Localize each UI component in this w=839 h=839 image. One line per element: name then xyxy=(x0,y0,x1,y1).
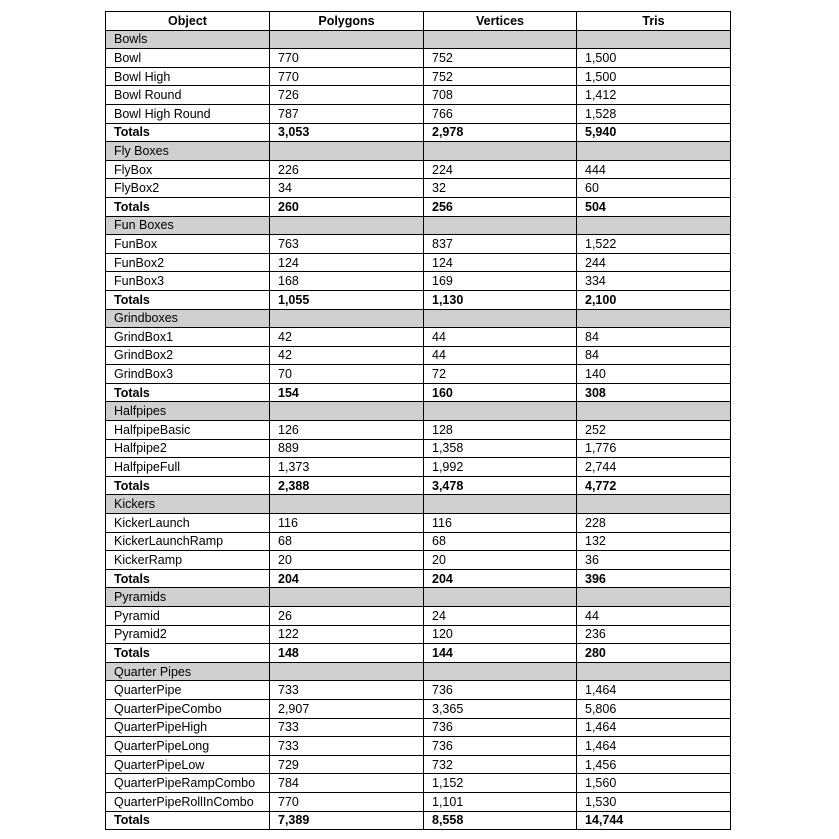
polygons-cell: 68 xyxy=(270,532,424,551)
vertices-cell: 1,358 xyxy=(424,439,577,458)
polygons-cell: 733 xyxy=(270,681,424,700)
totals-polygons-cell: 7,389 xyxy=(270,811,424,830)
vertices-cell: 752 xyxy=(424,49,577,68)
tris-cell: 1,500 xyxy=(577,49,731,68)
tris-cell: 36 xyxy=(577,551,731,570)
table-row xyxy=(106,737,731,756)
totals-polygons-cell: 204 xyxy=(270,569,424,588)
totals-tris-cell: 308 xyxy=(577,383,731,402)
totals-object-cell: Totals xyxy=(106,811,270,830)
group-empty-cell xyxy=(577,142,731,161)
vertices-cell: 752 xyxy=(424,67,577,86)
totals-polygons-cell: 148 xyxy=(270,644,424,663)
group-name: Fly Boxes xyxy=(106,142,270,161)
vertices-cell: 44 xyxy=(424,346,577,365)
totals-object-cell: Totals xyxy=(106,569,270,588)
group-empty-cell xyxy=(270,588,424,607)
vertices-cell: 20 xyxy=(424,551,577,570)
group-name: Bowls xyxy=(106,30,270,49)
table-row xyxy=(106,328,731,347)
group-empty-cell xyxy=(424,30,577,49)
table-row xyxy=(106,774,731,793)
tris-cell: 1,456 xyxy=(577,755,731,774)
object-cell: KickerLaunch xyxy=(106,514,270,533)
totals-row xyxy=(106,811,731,830)
polygons-cell: 733 xyxy=(270,737,424,756)
group-header-row xyxy=(106,495,731,514)
table-row xyxy=(106,235,731,254)
vertices-cell: 124 xyxy=(424,253,577,272)
object-cell: Bowl xyxy=(106,49,270,68)
polygons-cell: 1,373 xyxy=(270,458,424,477)
polygons-cell: 726 xyxy=(270,86,424,105)
totals-row xyxy=(106,476,731,495)
totals-row xyxy=(106,197,731,216)
totals-object-cell: Totals xyxy=(106,383,270,402)
group-empty-cell xyxy=(270,309,424,328)
polygons-cell: 26 xyxy=(270,607,424,626)
object-cell: QuarterPipeRampCombo xyxy=(106,774,270,793)
header-row xyxy=(106,12,731,31)
table-row xyxy=(106,607,731,626)
totals-polygons-cell: 2,388 xyxy=(270,476,424,495)
object-cell: QuarterPipeLong xyxy=(106,737,270,756)
tris-cell: 60 xyxy=(577,179,731,198)
totals-row xyxy=(106,383,731,402)
tris-cell: 2,744 xyxy=(577,458,731,477)
tris-cell: 1,464 xyxy=(577,681,731,700)
object-cell: FlyBox xyxy=(106,160,270,179)
tris-cell: 1,528 xyxy=(577,104,731,123)
group-empty-cell xyxy=(577,402,731,421)
polygons-cell: 787 xyxy=(270,104,424,123)
group-empty-cell xyxy=(424,142,577,161)
table-row xyxy=(106,179,731,198)
header-tris: Tris xyxy=(577,12,731,31)
table-row xyxy=(106,253,731,272)
tris-cell: 132 xyxy=(577,532,731,551)
tris-cell: 1,412 xyxy=(577,86,731,105)
vertices-cell: 32 xyxy=(424,179,577,198)
table-row xyxy=(106,718,731,737)
polygons-cell: 124 xyxy=(270,253,424,272)
object-cell: FunBox2 xyxy=(106,253,270,272)
polygons-cell: 763 xyxy=(270,235,424,254)
table-row xyxy=(106,67,731,86)
totals-object-cell: Totals xyxy=(106,197,270,216)
table-row xyxy=(106,625,731,644)
table-row xyxy=(106,699,731,718)
vertices-cell: 44 xyxy=(424,328,577,347)
object-cell: FunBox3 xyxy=(106,272,270,291)
object-cell: Halfpipe2 xyxy=(106,439,270,458)
vertices-cell: 72 xyxy=(424,365,577,384)
tris-cell: 228 xyxy=(577,514,731,533)
polygons-cell: 770 xyxy=(270,49,424,68)
group-empty-cell xyxy=(424,402,577,421)
tris-cell: 5,806 xyxy=(577,699,731,718)
vertices-cell: 224 xyxy=(424,160,577,179)
vertices-cell: 736 xyxy=(424,681,577,700)
polygons-cell: 126 xyxy=(270,421,424,440)
vertices-cell: 169 xyxy=(424,272,577,291)
polygons-cell: 889 xyxy=(270,439,424,458)
totals-polygons-cell: 260 xyxy=(270,197,424,216)
group-name: Halfpipes xyxy=(106,402,270,421)
polygons-cell: 733 xyxy=(270,718,424,737)
polygons-cell: 20 xyxy=(270,551,424,570)
group-empty-cell xyxy=(270,495,424,514)
object-cell: QuarterPipeRollInCombo xyxy=(106,792,270,811)
mesh-stats-table xyxy=(105,11,731,830)
totals-tris-cell: 4,772 xyxy=(577,476,731,495)
table-row xyxy=(106,346,731,365)
polygons-cell: 770 xyxy=(270,67,424,86)
table-row xyxy=(106,792,731,811)
totals-vertices-cell: 8,558 xyxy=(424,811,577,830)
group-empty-cell xyxy=(424,309,577,328)
group-header-row xyxy=(106,216,731,235)
vertices-cell: 116 xyxy=(424,514,577,533)
totals-vertices-cell: 3,478 xyxy=(424,476,577,495)
object-cell: QuarterPipe xyxy=(106,681,270,700)
totals-tris-cell: 504 xyxy=(577,197,731,216)
totals-vertices-cell: 144 xyxy=(424,644,577,663)
object-cell: Pyramid xyxy=(106,607,270,626)
object-cell: GrindBox3 xyxy=(106,365,270,384)
group-empty-cell xyxy=(577,588,731,607)
tris-cell: 44 xyxy=(577,607,731,626)
totals-tris-cell: 5,940 xyxy=(577,123,731,142)
totals-row xyxy=(106,569,731,588)
vertices-cell: 708 xyxy=(424,86,577,105)
object-cell: Pyramid2 xyxy=(106,625,270,644)
table-row xyxy=(106,160,731,179)
table-row xyxy=(106,104,731,123)
vertices-cell: 736 xyxy=(424,737,577,756)
table-row xyxy=(106,458,731,477)
group-empty-cell xyxy=(577,662,731,681)
tris-cell: 244 xyxy=(577,253,731,272)
tris-cell: 1,530 xyxy=(577,792,731,811)
table-row xyxy=(106,439,731,458)
group-header-row xyxy=(106,588,731,607)
group-empty-cell xyxy=(577,30,731,49)
totals-row xyxy=(106,123,731,142)
tris-cell: 140 xyxy=(577,365,731,384)
group-name: Quarter Pipes xyxy=(106,662,270,681)
group-header-row xyxy=(106,142,731,161)
polygons-cell: 729 xyxy=(270,755,424,774)
group-empty-cell xyxy=(424,216,577,235)
polygons-cell: 34 xyxy=(270,179,424,198)
object-cell: HalfpipeBasic xyxy=(106,421,270,440)
group-empty-cell xyxy=(577,309,731,328)
table-header xyxy=(106,12,731,31)
totals-polygons-cell: 154 xyxy=(270,383,424,402)
polygons-cell: 168 xyxy=(270,272,424,291)
polygons-cell: 42 xyxy=(270,328,424,347)
object-cell: QuarterPipeHigh xyxy=(106,718,270,737)
table-row xyxy=(106,86,731,105)
tris-cell: 1,464 xyxy=(577,718,731,737)
object-cell: FunBox xyxy=(106,235,270,254)
group-header-row xyxy=(106,309,731,328)
vertices-cell: 732 xyxy=(424,755,577,774)
vertices-cell: 1,101 xyxy=(424,792,577,811)
vertices-cell: 837 xyxy=(424,235,577,254)
polygons-cell: 2,907 xyxy=(270,699,424,718)
group-empty-cell xyxy=(270,402,424,421)
totals-object-cell: Totals xyxy=(106,290,270,309)
totals-vertices-cell: 160 xyxy=(424,383,577,402)
totals-polygons-cell: 1,055 xyxy=(270,290,424,309)
vertices-cell: 736 xyxy=(424,718,577,737)
tris-cell: 252 xyxy=(577,421,731,440)
group-empty-cell xyxy=(270,30,424,49)
totals-tris-cell: 14,744 xyxy=(577,811,731,830)
totals-object-cell: Totals xyxy=(106,476,270,495)
object-cell: Bowl High xyxy=(106,67,270,86)
table-body xyxy=(106,30,731,830)
object-cell: GrindBox2 xyxy=(106,346,270,365)
tris-cell: 444 xyxy=(577,160,731,179)
object-cell: KickerLaunchRamp xyxy=(106,532,270,551)
header-polygons: Polygons xyxy=(270,12,424,31)
object-cell: HalfpipeFull xyxy=(106,458,270,477)
polygons-cell: 42 xyxy=(270,346,424,365)
polygons-cell: 770 xyxy=(270,792,424,811)
object-cell: QuarterPipeCombo xyxy=(106,699,270,718)
totals-tris-cell: 396 xyxy=(577,569,731,588)
totals-row xyxy=(106,644,731,663)
tris-cell: 334 xyxy=(577,272,731,291)
tris-cell: 1,522 xyxy=(577,235,731,254)
polygons-cell: 784 xyxy=(270,774,424,793)
totals-vertices-cell: 204 xyxy=(424,569,577,588)
totals-row xyxy=(106,290,731,309)
group-empty-cell xyxy=(424,495,577,514)
group-empty-cell xyxy=(424,588,577,607)
totals-polygons-cell: 3,053 xyxy=(270,123,424,142)
vertices-cell: 1,152 xyxy=(424,774,577,793)
tris-cell: 236 xyxy=(577,625,731,644)
vertices-cell: 128 xyxy=(424,421,577,440)
totals-vertices-cell: 256 xyxy=(424,197,577,216)
table-row xyxy=(106,755,731,774)
object-cell: Bowl Round xyxy=(106,86,270,105)
table-row xyxy=(106,272,731,291)
tris-cell: 1,776 xyxy=(577,439,731,458)
group-empty-cell xyxy=(577,495,731,514)
table-row xyxy=(106,365,731,384)
header-vertices: Vertices xyxy=(424,12,577,31)
table-row xyxy=(106,49,731,68)
totals-tris-cell: 2,100 xyxy=(577,290,731,309)
object-cell: GrindBox1 xyxy=(106,328,270,347)
vertices-cell: 3,365 xyxy=(424,699,577,718)
tris-cell: 84 xyxy=(577,346,731,365)
group-header-row xyxy=(106,662,731,681)
totals-tris-cell: 280 xyxy=(577,644,731,663)
tris-cell: 1,464 xyxy=(577,737,731,756)
vertices-cell: 1,992 xyxy=(424,458,577,477)
table-row xyxy=(106,551,731,570)
vertices-cell: 120 xyxy=(424,625,577,644)
table-row xyxy=(106,514,731,533)
table-row xyxy=(106,681,731,700)
table-row xyxy=(106,532,731,551)
polygons-cell: 122 xyxy=(270,625,424,644)
group-header-row xyxy=(106,402,731,421)
header-object: Object xyxy=(106,12,270,31)
totals-object-cell: Totals xyxy=(106,123,270,142)
totals-vertices-cell: 2,978 xyxy=(424,123,577,142)
vertices-cell: 766 xyxy=(424,104,577,123)
totals-object-cell: Totals xyxy=(106,644,270,663)
group-empty-cell xyxy=(270,216,424,235)
object-cell: FlyBox2 xyxy=(106,179,270,198)
group-header-row xyxy=(106,30,731,49)
group-name: Grindboxes xyxy=(106,309,270,328)
polygons-cell: 70 xyxy=(270,365,424,384)
vertices-cell: 24 xyxy=(424,607,577,626)
polygons-cell: 116 xyxy=(270,514,424,533)
group-empty-cell xyxy=(270,662,424,681)
vertices-cell: 68 xyxy=(424,532,577,551)
object-cell: KickerRamp xyxy=(106,551,270,570)
tris-cell: 84 xyxy=(577,328,731,347)
group-name: Pyramids xyxy=(106,588,270,607)
object-cell: Bowl High Round xyxy=(106,104,270,123)
group-empty-cell xyxy=(424,662,577,681)
totals-vertices-cell: 1,130 xyxy=(424,290,577,309)
object-cell: QuarterPipeLow xyxy=(106,755,270,774)
table-row xyxy=(106,421,731,440)
group-empty-cell xyxy=(270,142,424,161)
tris-cell: 1,500 xyxy=(577,67,731,86)
group-name: Fun Boxes xyxy=(106,216,270,235)
polygons-cell: 226 xyxy=(270,160,424,179)
group-name: Kickers xyxy=(106,495,270,514)
tris-cell: 1,560 xyxy=(577,774,731,793)
group-empty-cell xyxy=(577,216,731,235)
